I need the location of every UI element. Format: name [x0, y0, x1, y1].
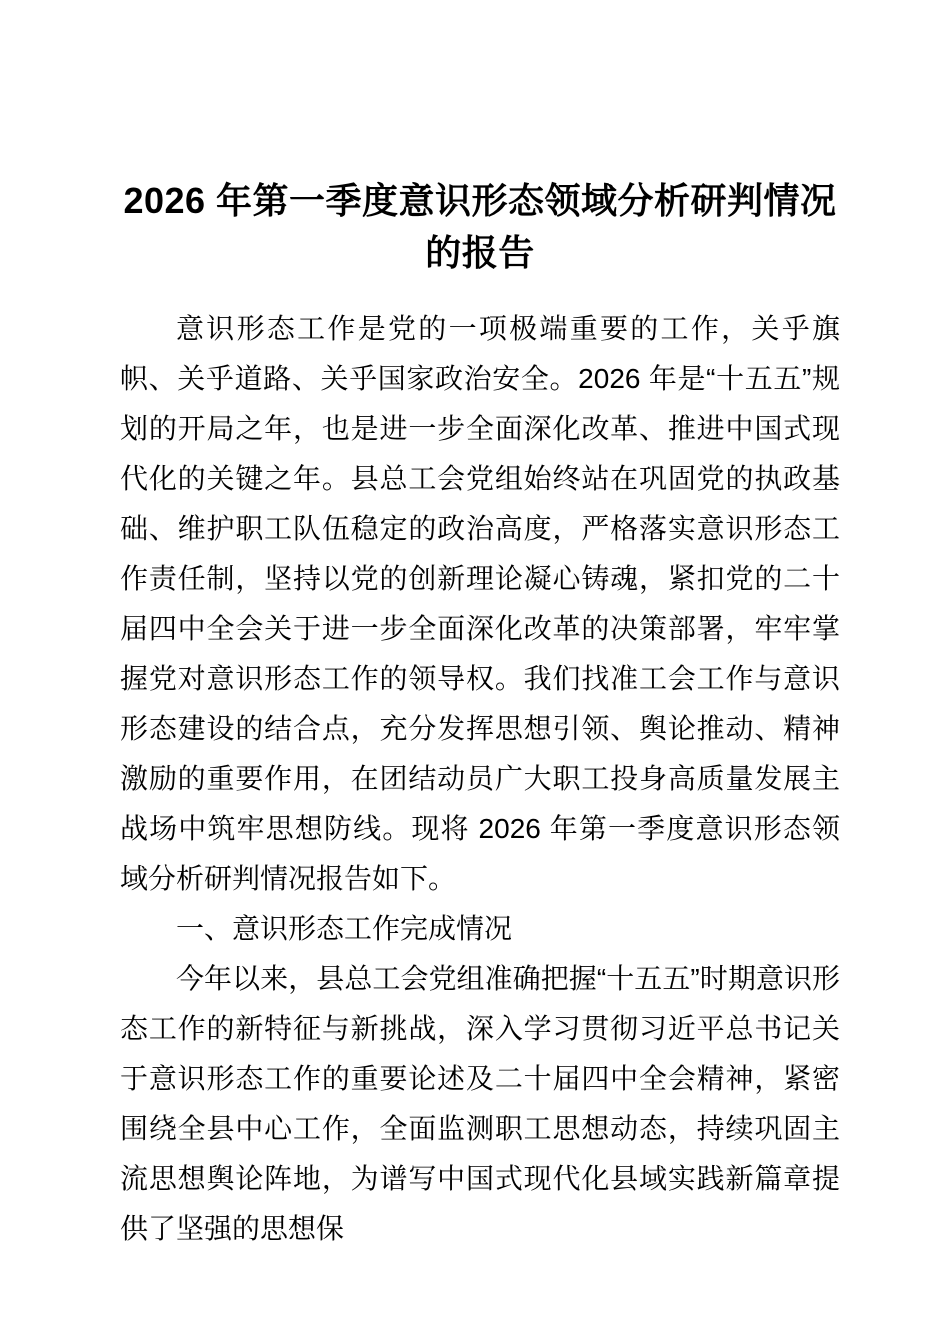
section-1-heading: 一、意识形态工作完成情况 [176, 913, 513, 944]
intro-paragraph: 意识形态工作是党的一项极端重要的工作，关乎旗帜、关乎道路、关乎国家政治安全。2026 年是“十五五”规划的开局之年，也是进一步全面深化改革、推进中国式现代化的关键之年。县总工会党组始终站在巩固党的执政基础、维护职工队伍稳定的政治高度，严格落实意识形态工作责任制，坚持以党的创新理论凝心铸魂，紧扣党的二十届四中全会关于进一步全面深化改革的决策部署，牢牢掌握党对意识形态工作的领导权。我们找准工会工作与意识形态建设的结合点，充分发挥思想引领、舆论推动、精神激励的重要作用，在团结动员广大职工投身高质量发展主战场中筑牢思想防线。现将 2026 年第一季度意识形态领域分析研判情况报告如下。 [120, 313, 840, 894]
document-title [120, 175, 840, 279]
document-title-line-1: 2026 年第一季度意识形态领域分析研判情况 [123, 180, 837, 221]
document-title-line-2: 的报告 [425, 232, 535, 273]
section-1-paragraph: 今年以来，县总工会党组准确把握“十五五”时期意识形态工作的新特征与新挑战，深入学习贯彻习近平总书记关于意识形态工作的重要论述及二十届四中全会精神，紧密围绕全县中心工作，全面监测职工思想动态，持续巩固主流思想舆论阵地，为谱写中国式现代化县域实践新篇章提供了坚强的思想保 [120, 963, 840, 1244]
